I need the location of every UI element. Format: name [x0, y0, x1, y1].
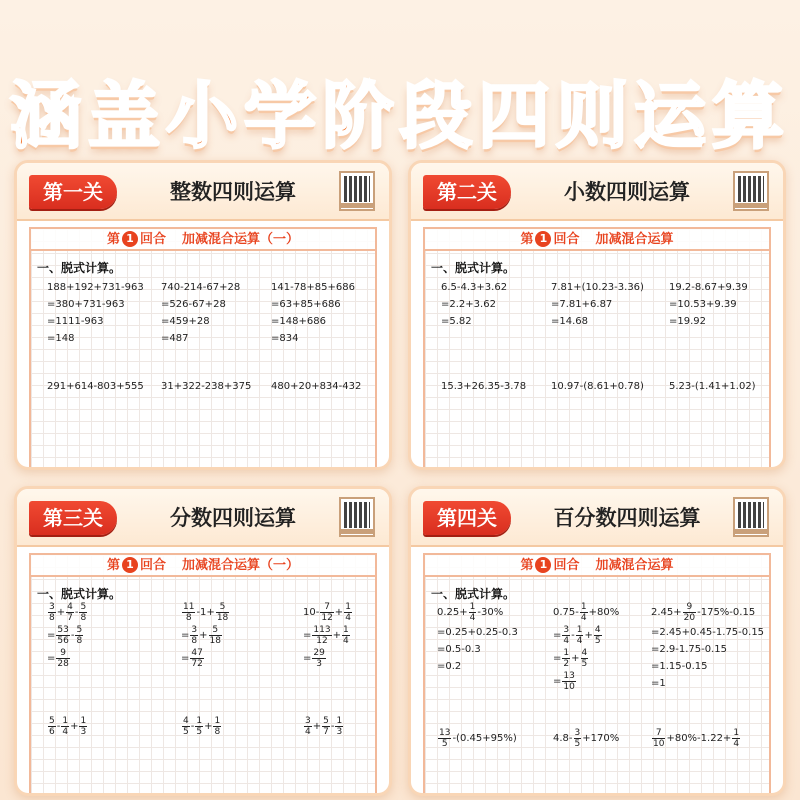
problem-line: =63+85+686 [271, 299, 341, 310]
round-banner [425, 229, 769, 251]
problem-line: =148+686 [271, 316, 326, 327]
problem-line: =2.2+3.62 [441, 299, 496, 310]
card-header [17, 489, 389, 547]
round-number: 1 [122, 557, 138, 573]
problem-line: =380+731-963 [47, 299, 125, 310]
round-suffix: 回合 [553, 558, 580, 573]
round-banner [31, 229, 375, 251]
percent-problem-column: 0.25+ $\frac{1}{4}$ -30% =0.25+0.25-0.3 =0.5-0.3 =0.2 [437, 602, 518, 672]
worksheet-paper [29, 553, 377, 793]
round-suffix: 回合 [553, 232, 580, 247]
qr-code-icon [339, 171, 375, 211]
percent-problem-column: 2.45+ $\frac{9}{20}$ -175%-0.15 =2.45+0.45-1.75-0.15 =2.9-1.75-0.15 =1.15-0.15 =1 [651, 602, 765, 689]
problem-line: 141-78+85+686 [271, 282, 355, 293]
problem-line: =834 [271, 333, 299, 344]
card-title: 百分数四则运算 [553, 506, 701, 530]
level-badge: 第一关 [29, 175, 117, 209]
problem-line: 5.23-(1.41+1.02) [669, 381, 756, 392]
round-topic: 加减混合运算（一） [182, 558, 300, 573]
round-suffix: 回合 [139, 232, 166, 247]
problem-line: =5.82 [441, 316, 472, 327]
card-integer [14, 160, 392, 470]
section-title: 一、脱式计算。 [431, 261, 516, 275]
card-header [411, 489, 783, 547]
problem-column [441, 279, 507, 330]
qr-code-icon [733, 171, 769, 211]
problem-column [271, 279, 355, 347]
fraction-problem: $\frac{4}{5}$ - $\frac{1}{5}$ + $\frac{1}{8}$ [183, 716, 221, 737]
problem-line: =148 [47, 333, 75, 344]
problem-line: =14.68 [551, 316, 589, 327]
percent-problem-column: 0.75- $\frac{1}{4}$ +80% = $\frac{3}{4}$ - $\frac{1}{4}$ + $\frac{4}{5}$ = $\frac{1}{2}$ + $\frac{4}{5}$ = $\frac{13}{10}$ [553, 602, 620, 692]
card-title: 小数四则运算 [564, 180, 690, 204]
problem-column [161, 279, 240, 347]
round-number: 1 [122, 231, 138, 247]
problem-line: 291+614-803+555 [47, 381, 144, 392]
card-header [411, 163, 783, 221]
level-badge: 第三关 [29, 501, 117, 535]
percent-problem: $\frac{7}{10}$ +80%-1.22+ $\frac{1}{4}$ [653, 728, 740, 749]
round-prefix: 第 [106, 558, 120, 573]
round-number: 1 [535, 231, 551, 247]
problem-line: 740-214-67+28 [161, 282, 241, 293]
card-decimal [408, 160, 786, 470]
round-number: 1 [535, 557, 551, 573]
round-topic: 加减混合运算（一） [182, 232, 300, 247]
round-suffix: 回合 [139, 558, 166, 573]
round-prefix: 第 [106, 232, 120, 247]
card-percent [408, 486, 786, 796]
fraction-problem-column: $\frac{3}{8}$ + $\frac{4}{7}$ - $\frac{5}{8}$ = $\frac{53}{56}$ - $\frac{5}{8}$ = $\frac{9}{28}$ [47, 602, 87, 669]
level-badge: 第二关 [423, 175, 511, 209]
level-badge: 第四关 [423, 501, 511, 535]
section-title: 一、脱式计算。 [37, 261, 122, 275]
round-prefix: 第 [520, 558, 534, 573]
qr-code-icon [339, 497, 375, 537]
problem-line: =487 [161, 333, 189, 344]
card-title: 整数四则运算 [170, 180, 296, 204]
qr-code-icon [733, 497, 769, 537]
problem-column [47, 279, 144, 347]
round-banner [31, 555, 375, 577]
problem-line: 6.5-4.3+3.62 [441, 282, 508, 293]
page-headline: 涵盖小学阶段四则运算 [9, 74, 790, 158]
problem-line: =19.92 [669, 316, 707, 327]
fraction-problem-column: $\frac{11}{8}$ -1+ $\frac{5}{18}$ = $\frac{3}{8}$ + $\frac{5}{18}$ = $\frac{47}{72}$ [181, 602, 229, 669]
problem-line: 10.97-(8.61+0.78) [551, 381, 644, 392]
worksheet-paper [29, 227, 377, 467]
round-prefix: 第 [520, 232, 534, 247]
worksheet-paper [423, 227, 771, 467]
percent-problem: $\frac{13}{5}$ -(0.45+95%) [439, 728, 517, 749]
problem-line: 15.3+26.35-3.78 [441, 381, 527, 392]
problem-line: =7.81+6.87 [551, 299, 613, 310]
problem-line: 480+20+834-432 [271, 381, 362, 392]
section-title: 一、脱式计算。 [37, 587, 122, 601]
problem-line: =1111-963 [47, 316, 104, 327]
worksheet-paper [423, 553, 771, 793]
card-fraction [14, 486, 392, 796]
problem-line: 31+322-238+375 [161, 381, 252, 392]
round-banner [425, 555, 769, 577]
section-title: 一、脱式计算。 [431, 587, 516, 601]
problem-line: 7.81+(10.23-3.36) [551, 282, 644, 293]
fraction-problem: $\frac{5}{6}$ - $\frac{1}{4}$ + $\frac{1}{3}$ [49, 716, 87, 737]
percent-problem: 4.8- $\frac{3}{5}$ +170% [553, 728, 620, 749]
card-header [17, 163, 389, 221]
fraction-problem-column: 10- $\frac{7}{12}$ + $\frac{1}{4}$ = $\frac{113}{12}$ + $\frac{1}{4}$ = $\frac{29}{3}$ [303, 602, 351, 669]
fraction-problem: $\frac{3}{4}$ + $\frac{5}{7}$ - $\frac{1}{3}$ [305, 716, 343, 737]
problem-line: =10.53+9.39 [669, 299, 737, 310]
problem-line: 19.2-8.67+9.39 [669, 282, 748, 293]
problem-line: 188+192+731-963 [47, 282, 144, 293]
problem-column [669, 279, 748, 330]
problem-column [551, 279, 644, 330]
card-title: 分数四则运算 [170, 506, 296, 530]
round-topic: 加减混合运算 [595, 558, 674, 573]
round-topic: 加减混合运算 [595, 232, 674, 247]
problem-line: =526-67+28 [161, 299, 226, 310]
problem-line: =459+28 [161, 316, 210, 327]
